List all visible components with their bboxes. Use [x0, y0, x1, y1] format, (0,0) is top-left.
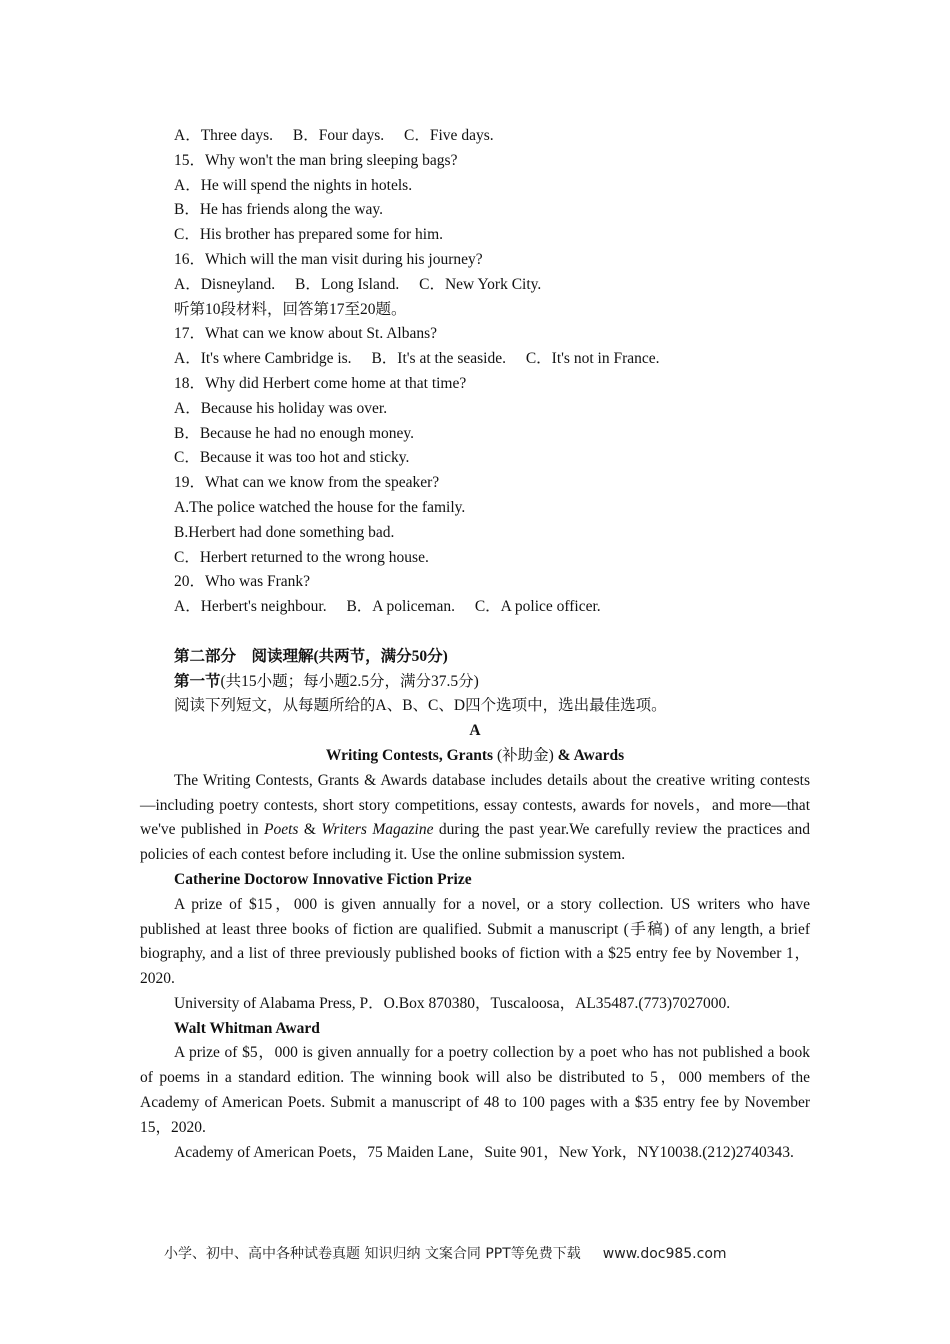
q20-options: [140, 595, 810, 620]
q17-option-c: C．It's not in France.: [525, 350, 660, 368]
q14-option-c: C．Five days.: [404, 127, 494, 144]
q14-option-b: B．Four days.: [292, 127, 385, 144]
q17-options: [140, 347, 810, 372]
passage-letter: A: [469, 722, 481, 740]
prize1-address: University of Alabama Press, P．O.Box 870380，Tuscaloosa，AL35487.(773)7027000.: [174, 994, 731, 1012]
page-footer: [164, 1242, 804, 1267]
prize1-text: A prize of $15，000 is given annually for a novel, or a story collection. US writers who have published at least three books of fiction are qualified. Submit a manuscript (手稿) of any length, a brief biography, and a list of three previously published books of fiction with a $25 entry fee by November 1，2020.: [140, 895, 810, 988]
footer-text: 小学、初中、高中各种试卷真题 知识归纳 文案合同 PPT等免费下载: [164, 1246, 581, 1262]
q16-options: [140, 273, 810, 298]
section-title-bold: 第一节: [174, 672, 221, 690]
q15-question: 15．Why won't the man bring sleeping bags?: [174, 151, 458, 169]
intro-text-1: The Writing Contests, Grants & Awards database includes details about the creative writing contests—including poetry contests, short story competitions, essay contests, awards for novels，and more—that we've published in: [140, 771, 810, 839]
q16-option-b: B．Long Island.: [295, 275, 400, 293]
reading-instruction: 阅读下列短文，从每题所给的A、B、C、D四个选项中，选出最佳选项。: [174, 697, 667, 715]
passage-title-part3: & Awards: [553, 746, 625, 764]
q20-question: 20．Who was Frank?: [174, 573, 311, 591]
q16-question: 16．Which will the man visit during his journey?: [174, 250, 483, 268]
document-content: [140, 124, 810, 1165]
q17-option-b: B．It's at the seaside.: [371, 350, 506, 368]
prize2-name: Walt Whitman Award: [174, 1019, 320, 1037]
q18-option-c: C．Because it was too hot and sticky.: [174, 449, 410, 467]
prize2-address: Academy of American Poets，75 Maiden Lane，Suite 901，New York，NY10038.(212)2740343.: [174, 1143, 794, 1161]
q18-question: 18．Why did Herbert come home at that time?: [174, 374, 467, 392]
section-title-rest: (共15小题；每小题2.5分，满分37.5分): [220, 672, 479, 690]
q14-option-a: A．Three days.: [174, 127, 273, 144]
q15-option-b: B．He has friends along the way.: [174, 201, 384, 219]
q18-option-b: B．Because he had no enough money.: [174, 424, 415, 442]
passage-title: [140, 744, 810, 769]
q20-option-c: C．A police officer.: [474, 598, 601, 616]
q17-question: 17．What can we know about St. Albans?: [174, 325, 438, 343]
intro-text-2: &: [298, 821, 322, 839]
intro-text-3: during the past year.We carefully review the practices and policies of each contest before including it. Use the online submission system.: [140, 821, 811, 864]
footer-url[interactable]: www.doc985.com: [602, 1246, 727, 1262]
q17-option-a: A．It's where Cambridge is.: [174, 350, 352, 368]
passage-title-part1: Writing Contests, Grants: [325, 746, 497, 764]
q19-option-b: B.Herbert had done something bad.: [174, 523, 395, 541]
reading-part-title: 第二部分 阅读理解(共两节，满分50分): [174, 647, 448, 665]
passage-title-part2: (补助金): [496, 746, 554, 764]
prize1-name: Catherine Doctorow Innovative Fiction Prize: [174, 870, 472, 888]
q20-option-b: B．A policeman.: [346, 598, 455, 616]
intro-italic-magazine: Writers Magazine: [321, 821, 434, 839]
q16-option-a: A．Disneyland.: [174, 275, 276, 293]
q19-option-c: C．Herbert returned to the wrong house.: [174, 548, 429, 566]
intro-paragraph: [140, 769, 810, 868]
q15-option-a: A．He will spend the nights in hotels.: [174, 176, 413, 194]
section10-instruction: 听第10段材料，回答第17至20题。: [174, 300, 407, 318]
section-spacer: [140, 620, 810, 645]
q14-options: [140, 124, 810, 149]
q16-option-c: C．New York City.: [419, 275, 542, 293]
q15-option-c: C．His brother has prepared some for him.: [174, 226, 444, 244]
q19-option-a: A.The police watched the house for the family.: [174, 498, 466, 516]
reading-section-title: [140, 670, 810, 695]
intro-italic-poets: Poets: [264, 821, 299, 839]
q19-question: 19．What can we know from the speaker?: [174, 474, 440, 492]
q18-option-a: A．Because his holiday was over.: [174, 399, 388, 417]
q20-option-a: A．Herbert's neighbour.: [174, 598, 327, 616]
prize2-text: A prize of $5，000 is given annually for a poetry collection by a poet who has not published a book of poems in a standard edition. The winning book will also be distributed to 5，000 members of the Academy of American Poets. Submit a manuscript of 48 to 100 pages with a $35 entry fee by November 15，2020.: [140, 1044, 810, 1136]
